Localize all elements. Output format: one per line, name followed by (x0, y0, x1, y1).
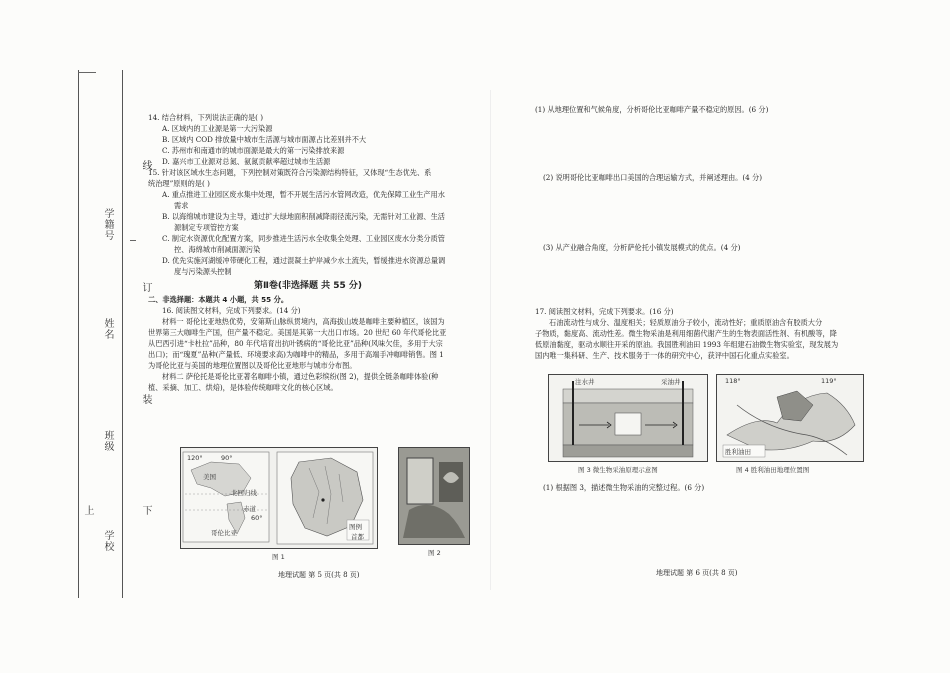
fig1-label-legend: 图例 (349, 523, 362, 531)
fig1-label-tropic: 北回归线 (231, 489, 257, 497)
fig1-label-capital: 首都 (351, 533, 364, 541)
binding-dash (130, 240, 136, 241)
q15-option-d: D. 优先实施河湖缓冲带硬化工程，通过混凝土护岸减少水土流失，暂缓推进水资源总量调 (162, 256, 446, 265)
q17-passage-1: 石油流动性与成分、温度相关；轻质原油分子较小，流动性好；重质原油含有胶质大分 (549, 318, 823, 327)
material-1-line-5: 为哥伦比亚与美国的地理位置图以及哥伦比亚地形与城市分布图。 (148, 361, 357, 370)
right-page-q16-2 (543, 172, 873, 183)
q15-option-a-cont: 需求 (174, 201, 189, 210)
binding-tick (78, 72, 96, 73)
binding-lower-label: 下 (140, 505, 151, 516)
fig1-label-60: 60° (251, 514, 263, 522)
q14-option-d: D. 嘉兴市工业源对总氮、氨氮贡献率超过城市生活源 (162, 157, 331, 166)
figure-2-photo (398, 447, 470, 545)
fig4-label-shengli: 胜利油田 (725, 448, 751, 456)
q15-option-c: C. 制定水资源优化配置方案，同步推进生活污水全收集全处理、工业园区废水分类分质管 (162, 234, 445, 243)
q16-sub-2: (2) 说明哥伦比亚咖啡出口美国的合理运输方式，并阐述理由。(4 分) (543, 173, 762, 182)
part-2-heading: 二、非选择题：本题共 4 小题，共 55 分。 (148, 295, 289, 304)
q17-stem: 17. 阅读图文材料，完成下列要求。(16 分) (535, 307, 674, 316)
fig3-label-injection-well: 注水井 (575, 378, 595, 386)
q15-option-b-cont: 源制定专项管控方案 (174, 223, 239, 232)
q17-passage-4: 国内唯一集科研、生产、技术服务于一体的研究中心，获评中国石化重点实验室。 (535, 351, 794, 360)
material-1-line-1: 材料一 哥伦比亚地热优势，安第斯山脉纵贯境内，高海拔山坡是咖啡主要种植区，该国为 (162, 317, 445, 326)
q15-stem-1: 15. 针对该区域水生态问题，下列控制对策既符合污染源结构特征，又体现“生态优先、系 (148, 168, 432, 177)
q17-passage-2: 子物质，黏度高、流动性差。微生物采油是利用细菌代谢产生的生物表面活性剂、有机酸等，降 (535, 329, 837, 338)
figure-4-caption: 图 4 胜利油田地理位置图 (736, 466, 810, 474)
section-2-title: 第Ⅱ卷(非选择题 共 55 分) (253, 281, 363, 291)
q15-option-a: A. 重点推进工业园区废水集中处理，暂不开展生活污水管网改造，优先保障工业生产用水 (162, 190, 445, 199)
left-page (148, 112, 468, 393)
left-page-footer: 地理试题 第 5 页(共 8 页) (278, 571, 360, 579)
figure-3-drawing (549, 375, 707, 461)
right-page-q17-1 (543, 482, 863, 493)
q15-option-b: B. 以海绵城市建设为主导，通过扩大绿地面积削减降雨径流污染，无需针对工业源、生活 (162, 212, 445, 221)
q17-sub-1: (1) 根据图 3，描述微生物采油的完整过程。(6 分) (543, 483, 705, 492)
q15-stem-2: 统治理”原则的是( ) (148, 179, 210, 188)
fig4-label-119: 119° (821, 377, 837, 385)
q17-passage-3: 低原油黏度，驱动水顺往开采的原油。我国胜利油田 1993 年组建石油微生物实验室，现发展为 (535, 340, 839, 349)
right-page-footer: 地理试题 第 6 页(共 8 页) (656, 569, 738, 577)
binding-ding-label: 订 (140, 282, 151, 293)
figure-1-caption: 图 1 (272, 553, 285, 561)
q16-sub-1: (1) 从地理位置和气候角度，分析哥伦比亚咖啡产量不稳定的原因。(6 分) (535, 105, 769, 114)
material-1-line-3: 从巴西引进“卡杜拉”品种，80 年代培育出抗叶锈病的“哥伦比亚”品种(风味欠佳，多用于大宗 (148, 339, 443, 348)
q15-option-c-cont: 控、海绵城市削减面源污染 (174, 245, 261, 254)
binding-line-inner (122, 70, 123, 598)
binding-line-outer (78, 70, 79, 598)
fig1-label-90: 90° (221, 454, 233, 462)
right-page-top (535, 104, 865, 115)
material-2-line-2: 植、采摘、加工、烘焙)，是体验传统咖啡文化的核心区域。 (148, 383, 338, 392)
fig1-label-usa: 美国 (203, 473, 216, 481)
binding-class-label: 班级 (102, 430, 113, 452)
figure-3-caption: 图 3 微生物采油原理示意图 (578, 466, 658, 474)
q16-sub-3: (3) 从产业融合角度，分析萨伦托小镇发展模式的优点。(4 分) (543, 243, 741, 252)
figure-1-maps (180, 447, 378, 549)
fig3-label-production-well: 采油井 (661, 378, 681, 386)
q16-stem: 16. 阅读图文材料，完成下列要求。(14 分) (162, 306, 301, 315)
material-1-line-2: 世界第三大咖啡生产国，但产量不稳定。美国是其第一大出口市场。20 世纪 60 年代哥伦比亚 (148, 328, 447, 337)
fig1-label-120: 120° (187, 454, 203, 462)
q14-option-a: A. 区域内的工业源是第一大污染源 (162, 124, 273, 133)
binding-upper-label: 上 (82, 505, 93, 516)
figure-2-photo-drawing (399, 448, 469, 544)
binding-xian-label: 线 (140, 160, 151, 171)
right-page-q17 (535, 306, 870, 361)
q14-option-c: C. 苏州市和南通市的城市面源是最大的第一污染排放来源 (162, 146, 345, 155)
binding-student-id-label: 学籍号 (102, 208, 113, 241)
q15-option-d-cont: 度与污染源头控制 (174, 267, 232, 276)
fig4-label-118: 118° (725, 377, 741, 385)
binding-name-label: 姓名 (102, 318, 113, 340)
figure-4-map (716, 374, 864, 462)
right-page-q16-3 (543, 242, 873, 253)
fig1-label-equator: 赤道 (243, 505, 256, 513)
figure-2-caption: 图 2 (428, 549, 441, 557)
material-2-line-1: 材料二 萨伦托是哥伦比亚著名咖啡小镇，通过色彩缤纷(图 2)，提供全链条咖啡体验(种 (162, 372, 439, 381)
material-1-line-4: 出口)；而“瑰夏”品种(产量低、环境要求高)为咖啡中的精品，多用于高端手冲咖啡销售。图 1 (148, 350, 444, 359)
fig1-label-colombia: 哥伦比亚 (211, 529, 237, 537)
figure-3-diagram (548, 374, 708, 462)
binding-zhuang-label: 装 (140, 394, 151, 405)
page-divider (490, 90, 491, 590)
q14-stem: 14. 结合材料，下列说法正确的是( ) (148, 113, 264, 122)
q14-option-b: B. 区域内 COD 排放量中城市生活源与城市面源占比差别并不大 (162, 135, 367, 144)
binding-school-label: 学校 (102, 530, 113, 552)
